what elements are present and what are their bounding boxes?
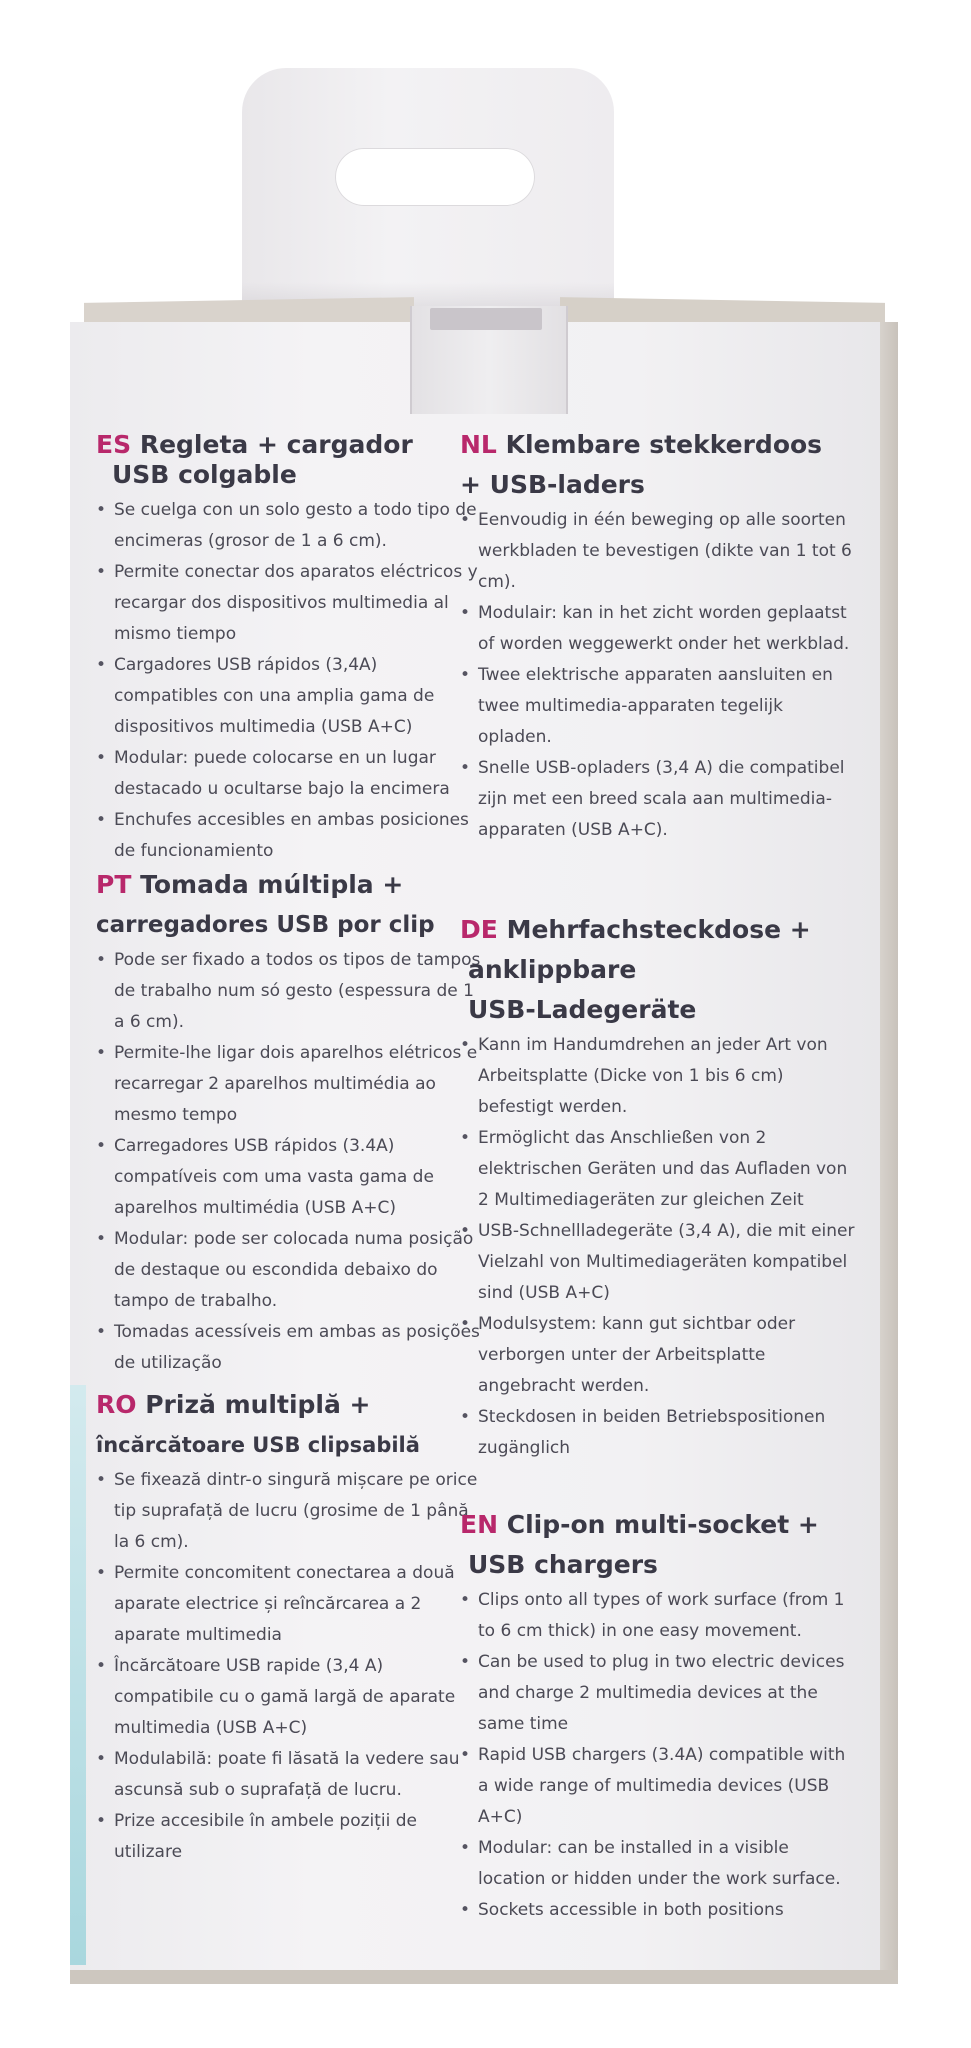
bullet-item: • Permite concomitent conectarea a două aparate electrice și reîncărcarea a 2 aparate multimedia — [96, 1558, 481, 1651]
bullet-item: • Enchufes accesibles en ambas posiciones de funcionamiento — [96, 805, 481, 867]
bullet-item: • Pode ser fixado a todos os tipos de tampos de trabalho num só gesto (espessura de 1 a 6 cm). — [96, 945, 481, 1038]
box-bottom-edge — [70, 1970, 898, 1984]
bullet-item: • Rapid USB chargers (3.4A) compatible with a wide range of multimedia devices (USB A+C) — [460, 1740, 860, 1833]
language-code: RO — [96, 1390, 137, 1419]
section-en-heading — [460, 1505, 860, 1585]
bullet-item: • Se cuelga con un solo gesto a todo tipo de encimeras (grosor de 1 a 6 cm). — [96, 495, 481, 557]
language-code: ES — [96, 430, 132, 459]
bullet-item: • Sockets accessible in both positions — [460, 1895, 860, 1926]
bullet-item: • USB-Schnellladegeräte (3,4 A), die mit einer Vielzahl von Multimediageräten kompatibel sind (USB A+C) — [460, 1216, 860, 1309]
heading-line: USB chargers — [468, 1550, 658, 1579]
bullet-list — [96, 945, 481, 1379]
language-code: EN — [460, 1510, 499, 1539]
bullet-item: • Tomadas acessíveis em ambas as posições de utilização — [96, 1317, 481, 1379]
heading-line: + USB-laders — [460, 470, 645, 499]
bullet-item: • Ermöglicht das Anschließen von 2 elektrischen Geräten und das Aufladen von 2 Multimediageräten zur gleichen Zeit — [460, 1123, 860, 1216]
hang-hole — [335, 148, 535, 206]
section-nl-heading — [460, 425, 860, 505]
heading-line: Regleta + cargador — [139, 430, 413, 459]
bullet-item: • Modulsystem: kann gut sichtbar oder verborgen unter der Arbeitsplatte angebracht werden. — [460, 1309, 860, 1402]
bullet-item: • Permite-lhe ligar dois aparelhos elétricos e recarregar 2 aparelhos multimédia ao mesmo tempo — [96, 1038, 481, 1131]
bullet-item: • Can be used to plug in two electric devices and charge 2 multimedia devices at the same time — [460, 1647, 860, 1740]
bullet-list — [96, 1465, 481, 1868]
section-en — [460, 1505, 860, 1926]
bullet-item: • Permite conectar dos aparatos eléctricos y recargar dos dispositivos multimedia al mismo tiempo — [96, 557, 481, 650]
section-de-heading — [460, 910, 860, 1030]
bullet-item: • Twee elektrische apparaten aansluiten en twee multimedia-apparaten tegelijk opladen. — [460, 660, 860, 753]
bullet-item: • Eenvoudig in één beweging op alle soorten werkbladen te bevestigen (dikte van 1 tot 6 cm). — [460, 505, 860, 598]
section-pt — [96, 865, 481, 1379]
heading-line: anklippbare — [468, 955, 637, 984]
teal-side-strip — [70, 1385, 86, 1965]
section-pt-heading — [96, 865, 481, 945]
bullet-item: • Cargadores USB rápidos (3,4A) compatibles con una amplia gama de dispositivos multimedia (USB A+C) — [96, 650, 481, 743]
heading-line: Tomada múltipla + — [140, 870, 404, 899]
bullet-item: • Modulair: kan in het zicht worden geplaatst of worden weggewerkt onder het werkblad. — [460, 598, 860, 660]
heading-line: Clip-on multi-socket + — [506, 1510, 819, 1539]
bullet-item: • Steckdosen in beiden Betriebspositionen zugänglich — [460, 1402, 860, 1464]
section-ro — [96, 1385, 481, 1868]
box-right-edge — [880, 322, 898, 1980]
bullet-item: • Carregadores USB rápidos (3.4A) compatíveis com uma vasta gama de aparelhos multimédia (USB A+C) — [96, 1131, 481, 1224]
language-code: NL — [460, 430, 497, 459]
bullet-list — [460, 1585, 860, 1926]
clip-slot — [430, 308, 542, 330]
language-code: DE — [460, 915, 498, 944]
section-es — [96, 425, 481, 867]
section-nl — [460, 425, 860, 846]
heading-line: încărcătoare USB clipsabilă — [96, 1433, 420, 1457]
heading-line: Priză multiplă + — [145, 1390, 371, 1419]
bullet-item: • Kann im Handumdrehen an jeder Art von Arbeitsplatte (Dicke von 1 bis 6 cm) befestigt werden. — [460, 1030, 860, 1123]
section-de — [460, 910, 860, 1464]
section-ro-heading — [96, 1385, 481, 1465]
heading-line: Mehrfachsteckdose + — [506, 915, 811, 944]
bullet-item: • Snelle USB-opladers (3,4 A) die compatibel zijn met een breed scala aan multimedia-apparaten (USB A+C). — [460, 753, 860, 846]
bullet-list — [96, 495, 481, 867]
bullet-list — [460, 505, 860, 846]
heading-line: USB colgable — [112, 460, 297, 489]
heading-line: USB-Ladegeräte — [468, 995, 697, 1024]
section-es-heading — [96, 425, 481, 495]
language-code: PT — [96, 870, 132, 899]
bullet-item: • Modular: pode ser colocada numa posição de destaque ou escondida debaixo do tampo de trabalho. — [96, 1224, 481, 1317]
heading-line: carregadores USB por clip — [96, 912, 435, 938]
bullet-item: • Încărcătoare USB rapide (3,4 A) compatibile cu o gamă largă de aparate multimedia (USB A+C) — [96, 1651, 481, 1744]
bullet-item: • Modulabilă: poate fi lăsată la vedere sau ascunsă sub o suprafață de lucru. — [96, 1744, 481, 1806]
heading-line: Klembare stekkerdoos — [505, 430, 823, 459]
bullet-item: • Clips onto all types of work surface (from 1 to 6 cm thick) in one easy movement. — [460, 1585, 860, 1647]
bullet-item: • Se fixează dintr-o singură mișcare pe orice tip suprafață de lucru (grosime de 1 până la 6 cm). — [96, 1465, 481, 1558]
bullet-item: • Prize accesibile în ambele poziții de utilizare — [96, 1806, 481, 1868]
bullet-list — [460, 1030, 860, 1464]
bullet-item: • Modular: can be installed in a visible location or hidden under the work surface. — [460, 1833, 860, 1895]
bullet-item: • Modular: puede colocarse en un lugar destacado u ocultarse bajo la encimera — [96, 743, 481, 805]
